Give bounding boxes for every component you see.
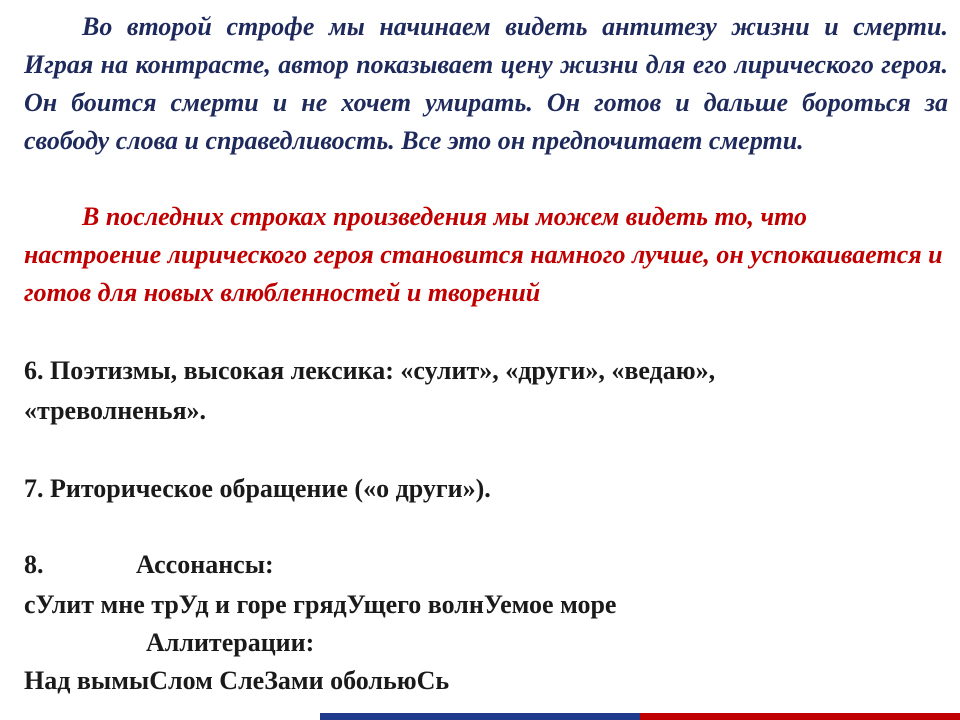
item-7: 7. Риторическое обращение («о други»).	[24, 474, 491, 503]
paragraph-antithesis: Во второй строфе мы начинаем видеть антитезу жизни и смерти. Играя на контрасте, автор показывает цену жизни для его лирического героя. Он боится смерти и не хочет умирать. Он готов и дальше бороться за свободу слова и справедливость. Все это он предпочитает смерти.	[24, 12, 948, 155]
item-6-line-2: «треволненья».	[24, 396, 207, 425]
item-8-heading	[24, 546, 274, 584]
item-8-number: 8.	[24, 550, 44, 579]
alliteration-label: Аллитерации:	[146, 628, 315, 657]
assonance-example: сУлит мне трУд и горе грядУщего волнУемое море	[24, 590, 617, 619]
alliteration-example: Над вымыСлом СлеЗами обольюСь	[24, 666, 450, 695]
item-6-line-1: 6. Поэтизмы, высокая лексика: «сулит», «други», «ведаю»,	[24, 356, 716, 385]
footer-color-bar	[0, 713, 960, 720]
paragraph-final-lines: В последних строках произведения мы можем видеть то, что настроение лирического героя становится намного лучше, он успокаивается и готов для новых влюбленностей и творений	[24, 202, 943, 307]
assonance-label: Ассонансы:	[136, 550, 274, 579]
